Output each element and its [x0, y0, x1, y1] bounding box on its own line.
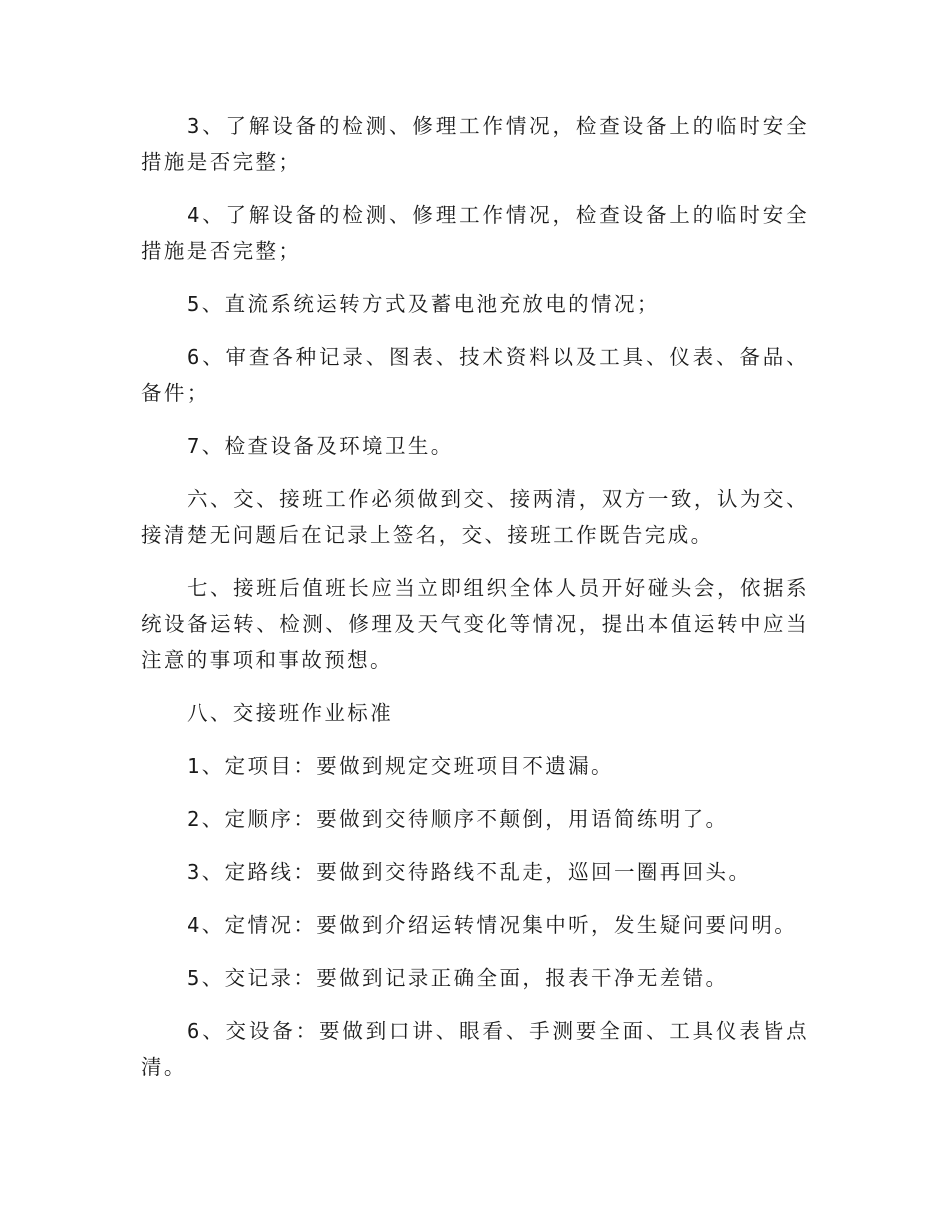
- paragraph-section-6: 六、交、接班工作必须做到交、接两清，双方一致，认为交、接清楚无问题后在记录上签名，交、接班工作既告完成。: [141, 487, 809, 547]
- standard-item-3: 3、定路线：要做到交待路线不乱走，巡回一圈再回头。: [187, 860, 752, 884]
- standard-item-6: 6、交设备：要做到口讲、眼看、手测要全面、工具仪表皆点清。: [141, 1019, 809, 1079]
- standard-item-1: 1、定项目：要做到规定交班项目不遗漏。: [187, 754, 614, 778]
- standard-item-4: 4、定情况：要做到介绍运转情况集中听，发生疑问要问明。: [187, 913, 798, 937]
- paragraph-item-5-detail: 5、直流系统运转方式及蓄电池充放电的情况；: [187, 292, 660, 316]
- paragraph-item-6-detail: 6、审查各种记录、图表、技术资料以及工具、仪表、备品、备件；: [141, 345, 809, 405]
- section-heading-8: 八、交接班作业标准: [187, 701, 394, 725]
- standard-item-5: 5、交记录：要做到记录正确全面，报表干净无差错。: [187, 966, 729, 990]
- standard-item-2: 2、定顺序：要做到交待顺序不颠倒，用语简练明了。: [187, 807, 729, 831]
- paragraph-item-4-detail: 4、了解设备的检测、修理工作情况，检查设备上的临时安全措施是否完整；: [141, 203, 809, 263]
- paragraph-section-7: 七、接班后值班长应当立即组织全体人员开好碰头会，依据系统设备运转、检测、修理及天气变化等情况，提出本值运转中应当注意的事项和事故预想。: [141, 576, 809, 672]
- paragraph-item-7-detail: 7、检查设备及环境卫生。: [187, 434, 454, 458]
- document-body: [141, 108, 809, 1102]
- paragraph-item-3-detail: 3、了解设备的检测、修理工作情况，检查设备上的临时安全措施是否完整；: [141, 114, 809, 174]
